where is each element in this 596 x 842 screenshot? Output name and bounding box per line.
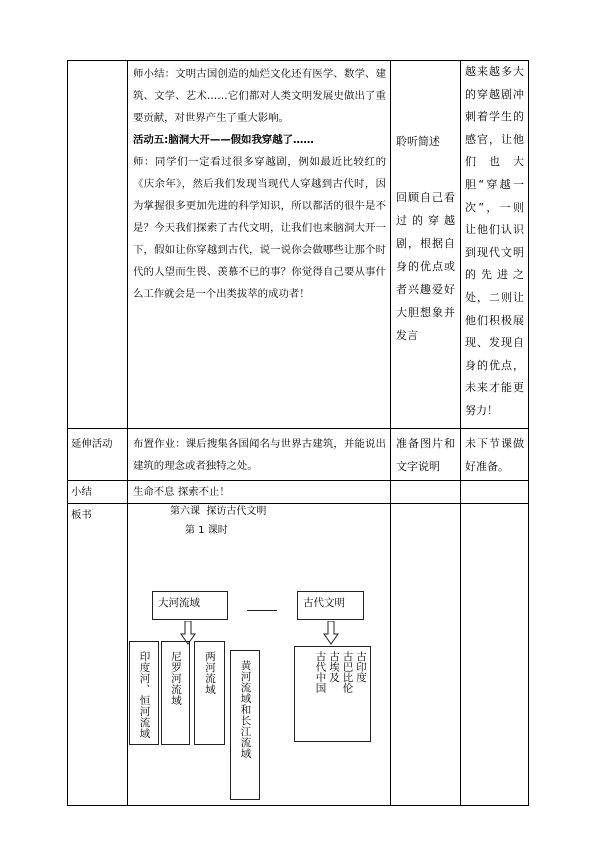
design-intent: 越来越多大的穿越剧冲刺着学生的感官，让他们也大胆“穿越一次”，一则让他们认识到现代文明的先进之处，二则让他们积极展现、发现自身的优点，未来才能更努力！ bbox=[465, 65, 524, 417]
row-extension-label: 延伸活动 bbox=[71, 438, 113, 450]
river-basin-label: 大河流域 bbox=[158, 597, 200, 609]
civilization-item: 古印度 bbox=[355, 651, 367, 683]
extension-design-intent: 未下节课做好准备。 bbox=[465, 437, 524, 473]
teacher-prompt: 师：同学们一定看过很多穿越剧，例如最近比较红的《庆余年》，然后我们发现当现代人穿越到古代时，因为掌握很多更加先进的科学知识，所以都活的很牛是不是？今天我们探索了古代文明，让我们也来脑洞大开一下，假如让你穿越到古代，说一说你会做哪些让那个时代的人望而生畏、羡慕不已的事？你觉得自己要从事什么工作就会是一个出类拔萃的成功者！ bbox=[133, 156, 386, 300]
row-teaching-student-cell bbox=[391, 61, 461, 429]
lesson-title: 第六课 探访古代文明 bbox=[170, 506, 267, 517]
summary-text: 生命不息 探索不止！ bbox=[133, 486, 230, 498]
row-extension-student-cell bbox=[391, 429, 461, 481]
connector-line bbox=[247, 610, 277, 611]
civilization-item: 古埃及 bbox=[328, 651, 340, 683]
teacher-summary: 师小结：文明古国创造的灿烂文化还有医学、数学、建筑、文学、艺术……它们都对人类文明发展史做出了重要贡献，对世界产生了重大影响。 bbox=[133, 68, 386, 124]
row-summary-empty-cell-2 bbox=[461, 481, 529, 504]
river-label: 尼罗河流域 bbox=[170, 651, 182, 706]
student-activity: 回顾自己看过的穿越剧，根据自身的优点或者兴趣爱好大胆想象并发言 bbox=[396, 191, 455, 342]
row-summary-text-cell bbox=[128, 481, 391, 504]
row-extension-teacher-cell bbox=[128, 429, 391, 481]
river-box-indus-ganges bbox=[129, 641, 159, 745]
river-label: 印度河、恒河流域 bbox=[138, 651, 151, 739]
lesson-plan-table bbox=[67, 60, 529, 806]
row-teaching-intent-cell bbox=[461, 61, 529, 429]
row-extension-intent-cell bbox=[461, 429, 529, 481]
row-summary-empty-cell bbox=[391, 481, 461, 504]
blackboard-design-cell bbox=[128, 504, 391, 806]
down-arrow-icon bbox=[323, 621, 339, 645]
homework-assignment: 布置作业：课后搜集各国闻名与世界古建筑，并能说出建筑的理念或者独特之处。 bbox=[133, 438, 386, 472]
row-summary-label: 小结 bbox=[71, 486, 92, 498]
ancient-civilization-label: 古代文明 bbox=[303, 597, 345, 609]
extension-student-activity: 准备图片和文字说明 bbox=[396, 437, 455, 473]
row-board-empty-cell bbox=[391, 504, 461, 806]
row-teaching-teacher-cell bbox=[128, 61, 391, 429]
student-listen: 聆听简述 bbox=[396, 135, 440, 148]
lesson-period: 第 1 课时 bbox=[185, 525, 228, 536]
river-box-yellow-yangtze bbox=[230, 650, 260, 800]
row-board-label-cell bbox=[68, 504, 128, 806]
river-label: 黄河流域和长江流域 bbox=[239, 660, 252, 759]
row-teaching-label-cell bbox=[68, 61, 128, 429]
row-board-empty-cell-2 bbox=[461, 504, 529, 806]
civilization-item: 古代中国 bbox=[314, 651, 327, 693]
river-basin-box bbox=[152, 591, 228, 620]
river-label: 两河流域 bbox=[204, 651, 216, 695]
civilization-item: 古巴比伦 bbox=[341, 651, 354, 693]
civilization-list bbox=[313, 651, 367, 739]
row-extension-label-cell bbox=[68, 429, 128, 481]
ancient-civilization-box bbox=[297, 591, 364, 620]
row-board-label: 板书 bbox=[71, 509, 92, 521]
river-box-nile bbox=[161, 641, 190, 745]
row-summary-label-cell bbox=[68, 481, 128, 504]
activity-five-title: 活动五:脑洞大开——假如我穿越了…… bbox=[133, 134, 314, 146]
river-box-mesopotamia bbox=[194, 641, 225, 745]
